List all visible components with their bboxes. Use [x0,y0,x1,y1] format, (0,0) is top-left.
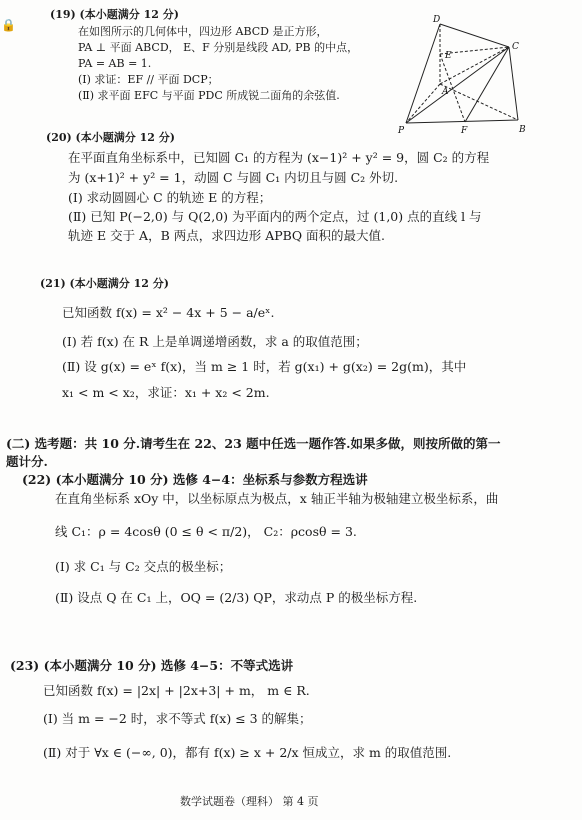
label-p: P [398,126,405,136]
q22-line-2: 线 C₁：ρ = 4cosθ (0 ≤ θ < π/2)， C₂：ρcosθ = 3. [55,524,357,539]
elective-note-line-1: (二) 选考题：共 10 分.请考生在 22、23 题中任选一题作答.如果多做，则按所做的第一 [6,436,501,451]
q21-line-4: x₁ < m < x₂，求证：x₁ + x₂ < 2m. [62,385,270,400]
label-d: D [433,15,441,25]
q20-line-2: 为 (x+1)² + y² = 1，动圆 C 与圆 C₁ 内切且与圆 C₂ 外切. [68,170,399,185]
q20-line-1: 在平面直角坐标系中，已知圆 C₁ 的方程为 (x−1)² + y² = 9，圆 C₂ 的方程 [68,150,490,165]
label-b: B [519,125,526,135]
q21-line-3: (Ⅱ) 设 g(x) = eˣ f(x)，当 m ≥ 1 时，若 g(x₁) + g(x₂) = 2g(m)，其中 [62,359,467,374]
q20-line-5: 轨迹 E 交于 A，B 两点，求四边形 APBQ 面积的最大值. [68,228,386,243]
q23-line-1: 已知函数 f(x) = |2x| + |2x+3| + m， m ∈ R. [43,683,310,698]
q20-line-4: (Ⅱ) 已知 P(−2,0) 与 Q(2,0) 为平面内的两个定点，过 (1,0) 点的直线 l 与 [68,209,482,224]
label-a: A [442,87,449,97]
q21-line-2: (Ⅰ) 若 f(x) 在 R 上是单调递增函数，求 a 的取值范围； [62,334,368,349]
q19-line-1: 在如图所示的几何体中，四边形 ABCD 是正方形， [78,25,328,38]
q21-heading: (21) (本小题满分 12 分) [40,277,169,290]
q22-heading: (22) (本小题满分 10 分) 选修 4−4：坐标系与参数方程选讲 [22,472,368,487]
q21-line-1: 已知函数 f(x) = x² − 4x + 5 − a/eˣ. [62,305,275,320]
q23-line-3: (Ⅱ) 对于 ∀x ∈ (−∞, 0)，都有 f(x) ≥ x + 2/x 恒成立，求 m 的取值范围. [43,745,452,760]
q19-line-3: PA = AB = 1. [78,57,152,70]
lock-icon: 🔒 [1,18,16,32]
q19-line-2: PA ⊥ 平面 ABCD， E、F 分别是线段 AD, PB 的中点， [78,41,359,54]
label-f: F [461,126,468,136]
q23-line-2: (Ⅰ) 当 m = −2 时，求不等式 f(x) ≤ 3 的解集； [43,711,312,726]
q19-geometry-figure [395,12,545,137]
q22-line-1: 在直角坐标系 xOy 中，以坐标原点为极点，x 轴正半轴为极轴建立极坐标系，曲 [55,491,499,506]
q23-heading: (23) (本小题满分 10 分) 选修 4−5：不等式选讲 [10,658,294,673]
label-c: C [512,42,519,52]
q20-line-3: (Ⅰ) 求动圆圆心 C 的轨迹 E 的方程； [68,190,272,205]
q19-line-5: (Ⅱ) 求平面 EFC 与平面 PDC 所成锐二面角的余弦值. [78,89,340,102]
q22-line-3: (Ⅰ) 求 C₁ 与 C₂ 交点的极坐标； [55,559,232,574]
q22-line-4: (Ⅱ) 设点 Q 在 C₁ 上，OQ = (2/3) QP，求动点 P 的极坐标方程. [55,590,418,605]
q19-line-4: (Ⅰ) 求证：EF // 平面 DCP； [78,73,219,86]
q20-heading: (20) (本小题满分 12 分) [46,131,175,144]
q19-heading: (19) (本小题满分 12 分) [50,8,179,21]
page-footer: 数学试题卷（理科） 第 4 页 [180,795,319,808]
label-e: E [445,51,452,61]
elective-note-line-2: 题计分. [6,454,48,469]
